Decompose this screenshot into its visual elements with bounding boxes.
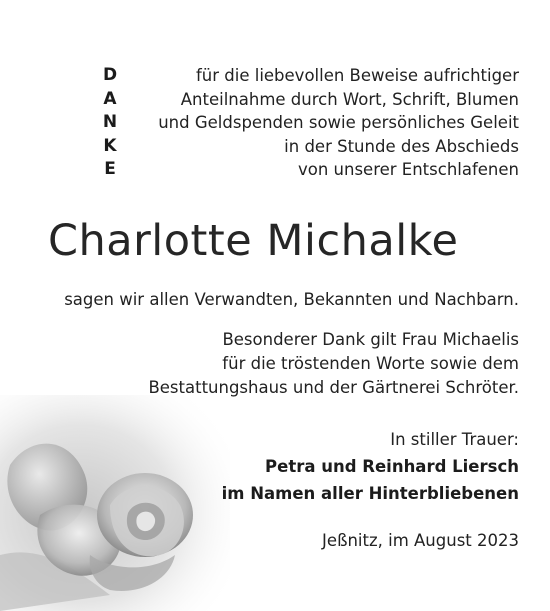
special-thanks-line: Besonderer Dank gilt Frau Michaelis [222, 330, 519, 349]
mourner-line: im Namen aller Hinterbliebenen [221, 484, 519, 503]
special-thanks-line: Bestattungshaus und der Gärtnerei Schröter. [148, 378, 519, 397]
intro-line: für die liebevollen Beweise aufrichtiger [195, 66, 519, 85]
thanks-line: sagen wir allen Verwandten, Bekannten und Nachbarn. [64, 290, 519, 309]
danke-letter: A [103, 88, 117, 109]
mourning-label: In stiller Trauer: [390, 430, 519, 449]
intro-line: Anteilnahme durch Wort, Schrift, Blumen [180, 89, 519, 109]
intro-line: von unserer Entschlafenen [297, 160, 519, 179]
intro-line: in der Stunde des Abschieds [284, 136, 519, 156]
intro-text [119, 64, 519, 182]
danke-letter: N [102, 112, 118, 132]
special-thanks-line: für die tröstenden Worte sowie dem [222, 354, 519, 373]
mourner-line: Petra und Reinhard Liersch [265, 457, 519, 476]
deceased-name: Charlotte Michalke [48, 216, 459, 266]
special-thanks [148, 328, 519, 400]
mourners [222, 453, 519, 507]
danke-vertical-word [99, 64, 121, 182]
danke-letter: K [103, 135, 117, 156]
intro-line: und Geldspenden sowie persönliches Geleit [158, 113, 519, 132]
place-date: Jeßnitz, im August 2023 [322, 531, 519, 550]
danke-letter: D [102, 65, 118, 85]
rose-image [0, 395, 230, 611]
danke-letter: E [104, 159, 116, 179]
